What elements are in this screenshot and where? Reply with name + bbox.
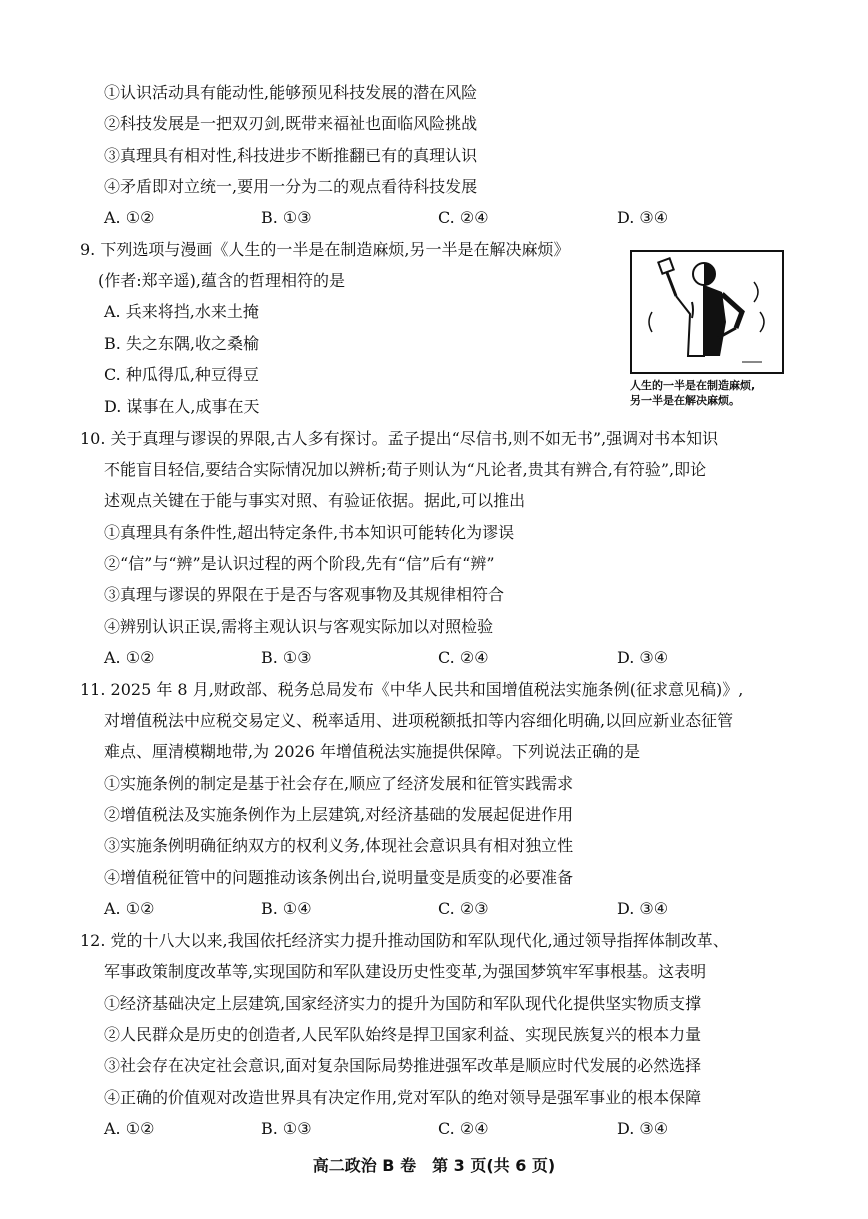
q11-stem-line-1: 11. 2025 年 8 月,财政部、税务总局发布《中华人民共和国增值税法实施条例(征求意见稿)》, <box>80 680 744 699</box>
q12-option-a: A. ①② <box>104 1119 155 1138</box>
q10-statement-4: ④辨别认识正误,需将主观认识与客观实际加以对照检验 <box>104 617 494 636</box>
cartoon-figure <box>630 250 788 406</box>
q8-option-a: A. ①② <box>104 208 155 227</box>
q11-statement-2: ②增值税法及实施条例作为上层建筑,对经济基础的发展起促进作用 <box>104 805 574 824</box>
q10-statement-3: ③真理与谬误的界限在于是否与客观事物及其规律相符合 <box>104 585 505 604</box>
q9-stem-line-1: 9. 下列选项与漫画《人生的一半是在制造麻烦,另一半是在解决麻烦》 <box>80 240 570 259</box>
q10-option-c: C. ②④ <box>438 648 489 667</box>
q8-statement-4: ④矛盾即对立统一,要用一分为二的观点看待科技发展 <box>104 177 478 196</box>
q12-option-b: B. ①③ <box>261 1119 312 1138</box>
q11-statement-3: ③实施条例明确征纳双方的权利义务,体现社会意识具有相对独立性 <box>104 836 574 855</box>
q10-statement-2: ②“信”与“辨”是认识过程的两个阶段,先有“信”后有“辨” <box>104 554 495 573</box>
q11-option-b: B. ①④ <box>261 899 312 918</box>
q12-statement-4: ④正确的价值观对改造世界具有决定作用,党对军队的绝对领导是强军事业的根本保障 <box>104 1088 702 1107</box>
q12-option-c: C. ②④ <box>438 1119 489 1138</box>
q9-option-a: A. 兵来将挡,水来土掩 <box>104 302 259 321</box>
q11-stem-line-2: 对增值税法中应税交易定义、税率适用、进项税额抵扣等内容细化明确,以回应新业态征管 <box>104 711 734 730</box>
q10-statement-1: ①真理具有条件性,超出特定条件,书本知识可能转化为谬误 <box>104 523 515 542</box>
q8-option-d: D. ③④ <box>617 208 669 227</box>
q11-statement-4: ④增值税征管中的问题推动该条例出台,说明量变是质变的必要准备 <box>104 868 574 887</box>
q10-option-d: D. ③④ <box>617 648 669 667</box>
cartoon-caption <box>630 378 790 408</box>
q12-option-d: D. ③④ <box>617 1119 669 1138</box>
q12-stem-line-1: 12. 党的十八大以来,我国依托经济实力提升推动国防和军队现代化,通过领导指挥体制改革、 <box>80 931 729 950</box>
q11-option-c: C. ②③ <box>438 899 489 918</box>
cartoon-frame <box>630 250 784 374</box>
q12-statement-2: ②人民群众是历史的创造者,人民军队始终是捍卫国家利益、实现民族复兴的根本力量 <box>104 1025 702 1044</box>
q12-statement-1: ①经济基础决定上层建筑,国家经济实力的提升为国防和军队现代化提供坚实物质支撑 <box>104 994 702 1013</box>
q9-option-d: D. 谋事在人,成事在天 <box>104 397 260 416</box>
q10-stem-line-2: 不能盲目轻信,要结合实际情况加以辨析;荀子则认为“凡论者,贵其有辨合,有符验”,即论 <box>104 460 707 479</box>
q10-option-b: B. ①③ <box>261 648 312 667</box>
q11-statement-1: ①实施条例的制定是基于社会存在,顺应了经济发展和征管实践需求 <box>104 774 574 793</box>
q11-stem-line-3: 难点、厘清模糊地带,为 2026 年增值税法实施提供保障。下列说法正确的是 <box>104 742 640 761</box>
q12-statement-3: ③社会存在决定社会意识,面对复杂国际局势推进强军改革是顺应时代发展的必然选择 <box>104 1056 702 1075</box>
q8-statement-1: ①认识活动具有能动性,能够预见科技发展的潜在风险 <box>104 83 478 102</box>
cartoon-illustration <box>632 252 782 372</box>
q10-stem-line-1: 10. 关于真理与谬误的界限,古人多有探讨。孟子提出“尽信书,则不如无书”,强调对书本知识 <box>80 429 719 448</box>
q9-stem-line-2: (作者:郑辛遥),蕴含的哲理相符的是 <box>98 271 345 290</box>
q10-option-a: A. ①② <box>104 648 155 667</box>
q8-option-c: C. ②④ <box>438 208 489 227</box>
q10-stem-line-3: 述观点关键在于能与事实对照、有验证依据。据此,可以推出 <box>104 491 526 510</box>
q8-statement-3: ③真理具有相对性,科技进步不断推翻已有的真理认识 <box>104 146 478 165</box>
q12-stem-line-2: 军事政策制度改革等,实现国防和军队建设历史性变革,为强国梦筑牢军事根基。这表明 <box>104 962 707 981</box>
cartoon-caption-line-1: 人生的一半是在制造麻烦, <box>630 379 756 392</box>
q8-statement-2: ②科技发展是一把双刃剑,既带来福祉也面临风险挑战 <box>104 114 478 133</box>
q8-option-b: B. ①③ <box>261 208 312 227</box>
q11-option-d: D. ③④ <box>617 899 669 918</box>
page-footer: 高二政治 B 卷 第 3 页(共 6 页) <box>312 1156 556 1175</box>
q9-option-c: C. 种瓜得瓜,种豆得豆 <box>104 365 259 384</box>
cartoon-caption-line-2: 另一半是在解决麻烦。 <box>630 394 740 407</box>
q11-option-a: A. ①② <box>104 899 155 918</box>
q9-option-b: B. 失之东隅,收之桑榆 <box>104 334 260 353</box>
